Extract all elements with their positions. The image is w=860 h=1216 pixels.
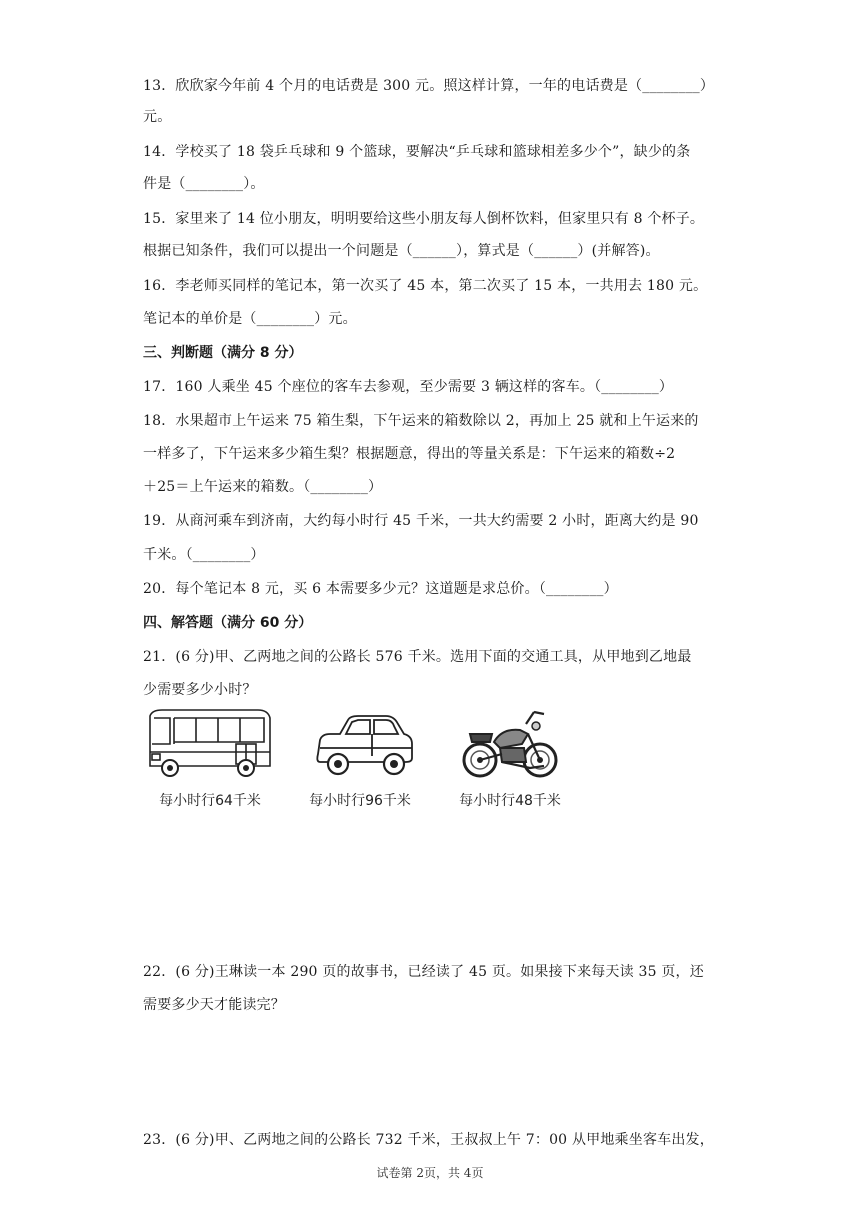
question-14-line-1: 14．学校买了 18 袋乒乓球和 9 个篮球，要解决“乒乓球和篮球相差多少个”，缺少的条 xyxy=(143,144,691,160)
vehicle-car xyxy=(290,704,430,814)
question-21-line-1: 21．(6 分)甲、乙两地之间的公路长 576 千米。选用下面的交通工具，从甲地到乙地最 xyxy=(143,649,692,665)
vehicle-motorcycle xyxy=(440,704,580,814)
section-title-solve: 四、解答题（满分 60 分） xyxy=(143,615,313,631)
page-footer: 试卷第 2页，共 4页 xyxy=(376,1166,484,1180)
question-16-line-2: 笔记本的单价是（________）元。 xyxy=(143,311,357,327)
question-19-line-2: 千米。（________） xyxy=(143,547,265,563)
question-21-line-2: 少需要多少小时？ xyxy=(143,682,257,698)
vehicle-options xyxy=(140,704,580,814)
car-icon xyxy=(290,704,430,784)
motorcycle-speed-label: 每小时行48千米 xyxy=(459,793,561,809)
question-18-line-3: ＋25＝上午运来的箱数。（________） xyxy=(143,479,383,495)
question-15-line-2: 根据已知条件，我们可以提出一个问题是（______），算式是（______）(并解答)。 xyxy=(143,243,660,259)
question-13-line-1: 13．欣欣家今年前 4 个月的电话费是 300 元。照这样计算，一年的电话费是（________） xyxy=(143,78,715,94)
question-16-line-1: 16．李老师买同样的笔记本，第一次买了 45 本，第二次买了 15 本，一共用去 180 元。 xyxy=(143,278,708,294)
question-20: 20．每个笔记本 8 元，买 6 本需要多少元？这道题是求总价。（________） xyxy=(143,581,618,597)
question-18-line-1: 18．水果超市上午运来 75 箱生梨，下午运来的箱数除以 2，再加上 25 就和上午运来的 xyxy=(143,413,699,429)
question-15-line-1: 15．家里来了 14 位小朋友，明明要给这些小朋友每人倒杯饮料，但家里只有 8 个杯子。 xyxy=(143,211,705,227)
question-14-line-2: 件是（________）。 xyxy=(143,176,265,192)
question-18-line-2: 一样多了，下午运来多少箱生梨？根据题意，得出的等量关系是：下午运来的箱数÷2 xyxy=(143,446,676,462)
bus-speed-label: 每小时行64千米 xyxy=(159,793,261,809)
section-title-judgement: 三、判断题（满分 8 分） xyxy=(143,345,303,361)
question-13-line-2: 元。 xyxy=(143,109,172,125)
question-17: 17．160 人乘坐 45 个座位的客车去参观，至少需要 3 辆这样的客车。（________） xyxy=(143,379,674,395)
question-19-line-1: 19．从商河乘车到济南，大约每小时行 45 千米，一共大约需要 2 小时，距离大约是 90 xyxy=(143,513,699,529)
car-speed-label: 每小时行96千米 xyxy=(309,793,411,809)
vehicle-bus xyxy=(140,704,280,814)
question-22-line-1: 22．(6 分)王琳读一本 290 页的故事书，已经读了 45 页。如果接下来每天读 35 页，还 xyxy=(143,964,704,980)
bus-icon xyxy=(140,704,280,784)
question-22-line-2: 需要多少天才能读完？ xyxy=(143,997,285,1013)
motorcycle-icon xyxy=(440,704,580,784)
question-23-line-1: 23．(6 分)甲、乙两地之间的公路长 732 千米，王叔叔上午 7：00 从甲地乘坐客车出发， xyxy=(143,1132,714,1148)
